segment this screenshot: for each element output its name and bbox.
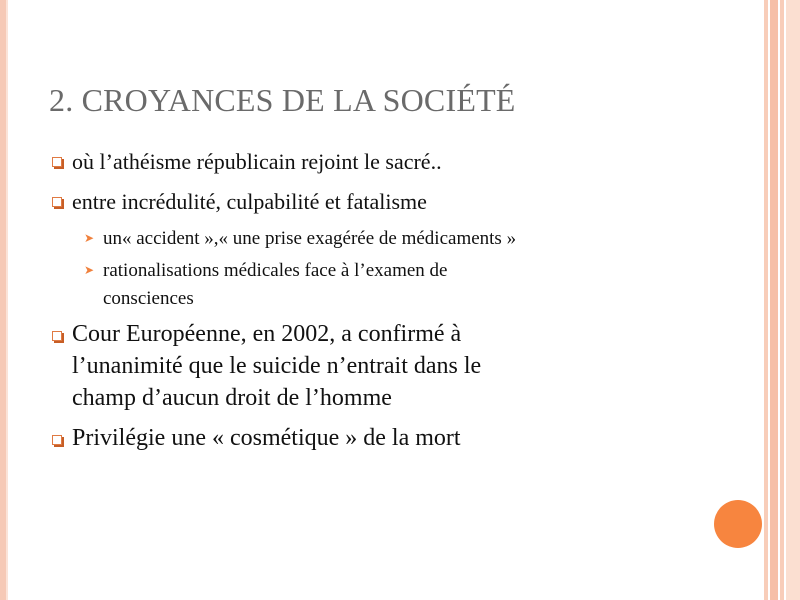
slide-title: 2. CROYANCES DE LA SOCIÉTÉ <box>49 82 516 118</box>
right-border-stripe <box>764 0 768 600</box>
bullet-text: où l’athéisme républicain rejoint le sacré.. <box>72 149 442 174</box>
bullet-item <box>52 422 742 454</box>
bullet-text: entre incrédulité, culpabilité et fatalisme <box>72 189 427 214</box>
sub-bullet-item <box>84 257 744 313</box>
right-border-stripe <box>770 0 778 600</box>
right-border-stripe <box>780 0 784 600</box>
bullet-text: Privilégie une « cosmétique » de la mort <box>72 425 461 451</box>
bullet-text-line: l’unanimité que le suicide n’entrait dans le <box>72 353 482 379</box>
bullet-item <box>52 146 742 178</box>
square-bullet-icon <box>52 197 63 208</box>
sub-bullet-item <box>84 225 744 253</box>
arrowhead-bullet-icon: ➤ <box>84 231 95 245</box>
sub-bullet-text-line: consciences <box>103 288 194 309</box>
bullet-text-line: champ d’aucun droit de l’homme <box>72 385 392 411</box>
square-bullet-icon <box>52 157 63 168</box>
left-border-inner <box>6 0 8 600</box>
bullet-item <box>52 318 742 414</box>
square-bullet-icon <box>52 435 63 446</box>
bullet-item <box>52 186 742 218</box>
decorative-circle <box>714 500 762 548</box>
square-bullet-icon <box>52 331 63 342</box>
sub-bullet-text: un« accident »,« une prise exagérée de médicaments » <box>103 228 517 249</box>
sub-bullet-text-line: rationalisations médicales face à l’examen de <box>103 260 448 281</box>
arrowhead-bullet-icon: ➤ <box>84 263 95 277</box>
bullet-text-line: Cour Européenne, en 2002, a confirmé à <box>72 321 462 347</box>
right-border-stripe <box>786 0 800 600</box>
